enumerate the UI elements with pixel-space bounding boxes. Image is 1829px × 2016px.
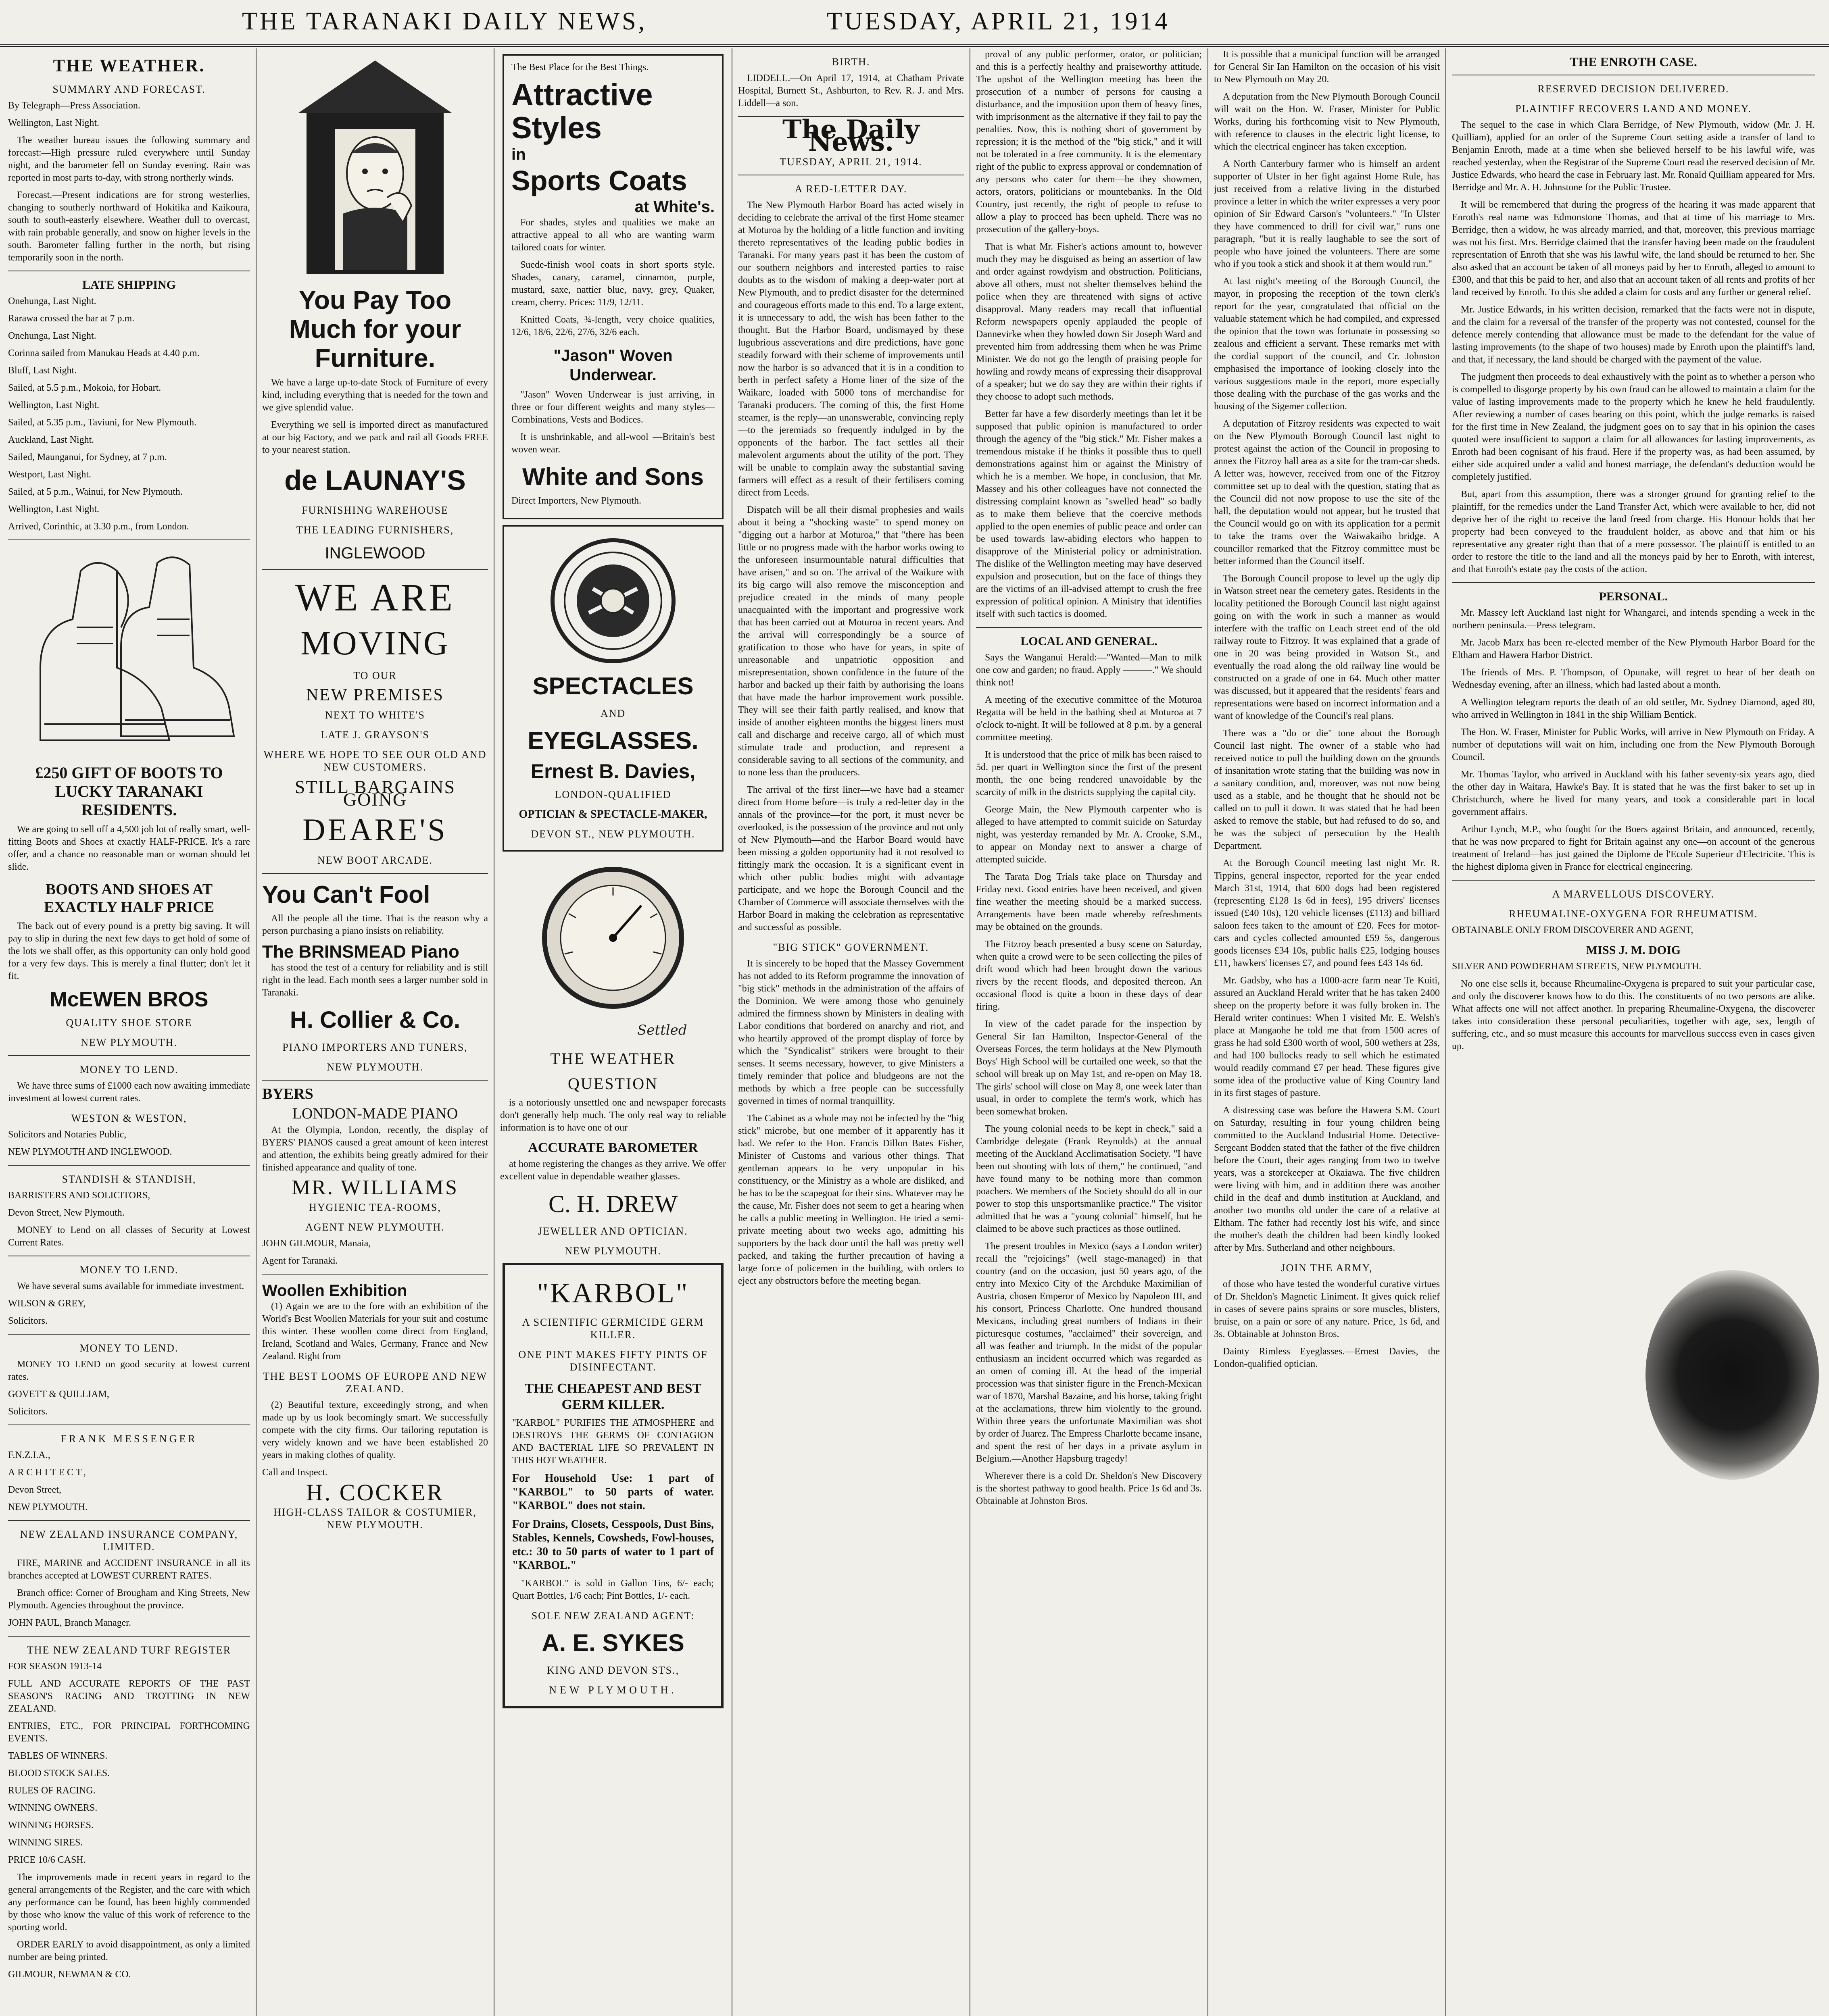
furniture-heading: You Pay Too Much for your Furniture. [289,285,461,373]
barometer-text: at home registering the changes as they arrive. We offer excellent value in dependable weather glasses. [500,1159,726,1182]
local-item-7: In view of the cadet parade for the inspection by General Sir Ian Hamilton, Inspector-General of the Overseas Forces, the term holidays at the New Plymouth Boys' High School will be curtailed one week, so that the school will break up on May 1st, and re-open on May 18. The girls' school will close on May 8, one week later than usual, in order to complete the term's work, which has been somewhat broken. [976,1019,1202,1117]
barometer-illustration [536,857,690,1043]
local-item-8: The young colonial needs to be kept in check," said a Cambridge delegate (Frank Reynolds) at the annual meeting of the Auckland Acclimatisation Society. "I have been out shooting with lots of them," he continued, "and have found many to be nothing more than common poachers. We members of the Society should do all in our power to stop this unsportsmanlike practice." The visitor admitted that he was a "young colonial" himself, but he claimed to be above such practices as those outlined. [976,1124,1202,1234]
govett-heading: MONEY TO LEND. [79,1342,179,1354]
turf-line: ENTRIES, ETC., FOR PRINCIPAL FORTHCOMING EVENTS. [8,1721,250,1744]
weston-name: WESTON & WESTON, [71,1112,187,1124]
messenger-town: NEW PLYMOUTH. [8,1502,88,1512]
turf-list [8,1678,250,1866]
karbol-sold: "KARBOL" is sold in Gallon Tins, 6/- each; Quart Bottles, 1/6 each; Pint Bottles, 1/- each. [512,1578,714,1601]
optician-emblem-icon [548,536,678,665]
sykes-town: NEW PLYMOUTH. [549,1684,677,1696]
leader-heading: A RED-LETTER DAY. [795,183,907,195]
forecast-heading: SUMMARY AND FORECAST. [52,83,206,95]
birth-heading: BIRTH. [832,56,870,68]
personal-heading: PERSONAL. [1599,590,1668,603]
woollen-looms: THE BEST LOOMS OF EUROPE AND NEW ZEALAND. [263,1370,488,1395]
wilson-name: WILSON & GREY, [8,1298,86,1309]
jason-text-1: "Jason" Woven Underwear is just arriving, in three or four different weights and many styles—Combinations, Vests and Bodices. [511,389,715,425]
delaunay-subtitle-2: THE LEADING FURNISHERS, [296,524,454,536]
collier-town: NEW PLYMOUTH. [327,1061,423,1073]
personal-item-7: Arthur Lynch, M.P., who fought for the Boers against Britain, and announced, recently, that he was now prepared to fight for Britain against any one—on account of the generous treatment of Ireland—has just gained the Diplome de l'Ecole Superieur d'Electricite. This is the highest diploma given in France for electrical engineering. [1452,824,1815,872]
mcewen-name: McEWEN BROS [50,988,209,1011]
shipping-line: Sailed, at 5 p.m., Wainui, for New Plymouth. [8,487,183,497]
column-2 [262,48,494,2016]
nz-insurance-heading: NEW ZEALAND INSURANCE COMPANY, LIMITED. [20,1529,238,1553]
local-item-6: The Fitzroy beach presented a busy scene on Saturday, when quite a crowd were to be seen collecting the piles of drift wood which had been brought down the various rivers by the recent floods, and deposited thereon. An occasional flood is quite a boon in these days of dear firing. [976,939,1202,1012]
williams-agent-2: Agent for Taranaki. [262,1256,338,1266]
woollen-text-1: (1) Again we are to the fore with an exhibition of the World's Best Woollen Materials for your suit and costume this winter. These woollen come direct from England, Ireland, Scotland and Wales, Germany, France and New Zealand. Right from [262,1301,488,1362]
turf-line: WINNING SIRES. [8,1837,83,1848]
personal-item-4: A Wellington telegram reports the death of an old settler, Mr. Sydney Diamond, aged 80, who arrived in Wellington in 1841 in the ship William Bentick. [1452,697,1815,720]
davies-address: DEVON ST., NEW PLYMOUTH. [531,828,695,840]
moving-late: LATE J. GRAYSON'S [321,729,430,741]
money-heading: MONEY TO LEND. [79,1064,179,1075]
williams-subtitle: HYGIENIC TEA-ROOMS, [309,1202,441,1213]
deare-subtitle: NEW BOOT ARCADE. [317,854,433,866]
byers-heading: BYERS [262,1085,313,1102]
messenger-address: Devon Street, [8,1485,61,1495]
spectacles-heading: SPECTACLES [532,673,694,700]
turf-line: RULES OF RACING. [8,1785,96,1796]
karbol-household: For Household Use: 1 part of "KARBOL" to 50 parts of water. "KARBOL" does not stain. [512,1472,714,1512]
forecast-byline: By Telegraph—Press Association. [8,100,140,111]
enroth-heading: THE ENROTH CASE. [1570,54,1697,69]
turf-footer: GILMOUR, NEWMAN & CO. [8,1969,131,1980]
govett-role: Solicitors. [8,1406,48,1417]
local-item-20: A distressing case was before the Hawera S.M. Court on Saturday, resulting in four young children being committed to the Auckland Industrial Home. Detective-Sergeant Bodden stated that the father of the five children before the Court, their ages ranging from two to twelve years, was a storekeeper at Okaiawa. The five children were living with him, and in addition there was another child in the deaf and dumb institution at Auckland, and another two months old under the care of a relative at Eltham. The father had recently lost his wife, and since the mother's death the children had been kindly looked after by Mrs. Sutherland and other neighbours. [1214,1105,1440,1253]
turf-line: FULL AND ACCURATE REPORTS OF THE PAST SEASON'S RACING AND TROTTING IN NEW ZEALAND. [8,1679,250,1714]
column-6 [1214,48,1446,2016]
weather-question-2: QUESTION [568,1075,658,1093]
shipping-line: Rarawa crossed the bar at 7 p.m. [8,313,135,324]
brinsmead-text-2: has stood the test of a century for reliability and is still right in the lead. Each month sees a larger number sold in Taranaki. [262,962,488,998]
marvel-heading: A MARVELLOUS DISCOVERY. [1552,888,1715,900]
big-stick-heading: "BIG STICK" GOVERNMENT. [773,941,929,953]
cocker-name: H. COCKER [306,1479,444,1506]
local-item-4: George Main, the New Plymouth carpenter who is alleged to have attempted to commit suicide on Saturday night, was yesterday remanded by Mr. A. Crooke, S.M., to appear on Monday next to answer a charge of attempted suicide. [976,804,1202,865]
column-7 [1452,48,1815,2016]
mcewen-town: NEW PLYMOUTH. [81,1037,177,1048]
shipping-line: Sailed, at 5.35 p.m., Taviuni, for New Plymouth. [8,417,197,428]
weather-question-text: is a notoriously unsettled one and newspaper forecasts don't generally help much. The only real way to reliable information is to have one of our [500,1098,726,1133]
spectacles-and: AND [600,708,626,719]
local-item-5: The Tarata Dog Trials take place on Thursday and Friday next. Good entries have been received, and given fine weather the meeting should be a marked success. Arrangements have been made whereby refreshments may be obtained on the grounds. [976,872,1202,932]
leader-text-1: The New Plymouth Harbor Board has acted wisely in deciding to celebrate the arrival of the first Home steamer at Moturoa by the holding of a little function and inviting thereto representatives of the leading public bodies in Taranaki. For many years past it has been the custom of our southern neighbors and interested parties to raise doubts as to the wisdom of making a deep-water port at New Plymouth, and to predict disaster for the determined and courageous efforts made to this end. To a large extent, it is unnecessary to add, the wish has been father to the thought. But the Harbor Board, undismayed by these lugubrious asseverations and dire predictions, have gone steadily forward with their scheme of improvements until now the harbor is so advanced that it is in a condition to berth in perfect safety a Home liner of the size of the Waikare, loaded with 5000 tons of merchandise for Taranaki producers. The coming of this, the first Home steamer, is the reply—an unanswerable, convincing reply—to the jeremiads so frequently indulged in by the opponents of the harbor. The fact settles all their malevolent arguments about the utility of the port. They will be unable to complain away the substantial saving farmers will effect as a result of their fertilisers coming direct from Leeds. [738,200,964,498]
williams-name: MR. WILLIAMS [292,1176,459,1199]
whites-at: at White's. [634,198,715,216]
cocker-subtitle: HIGH-CLASS TAILOR & COSTUMIER, NEW PLYMOUTH. [273,1506,477,1531]
army-heading: JOIN THE ARMY, [1281,1262,1373,1274]
moving-next: NEXT TO WHITE'S [325,709,425,721]
moving-title-2: MOVING [300,625,450,662]
mcewen-subtitle: QUALITY SHOE STORE [66,1017,192,1029]
davies-ad [503,525,724,852]
local-item-3: It is understood that the price of milk has been raised to 5d. per quart in Wellington since the first of the present month, the one being rendered unavoidable by the scarcity of milk in the districts supplying the capital city. [976,750,1202,798]
turf-order: ORDER EARLY to avoid disappointment, as only a limited number are being printed. [8,1939,250,1962]
half-price-heading: BOOTS AND SHOES AT EXACTLY HALF PRICE [44,881,215,916]
standish-address: Devon Street, New Plymouth. [8,1208,125,1218]
forecast-detail: Forecast.—Present indications are for strong westerlies, changing to southerly northward of Hokitika and Kaikoura, south to south-easterly elsewhere. Weather dull to overcast, with rain probable generally, and snow on higher levels in the south. Barometer falling further in the north, but rising temporarily soon in the north. [8,190,250,263]
shipping-line: Bluff, Last Night. [8,365,77,376]
barometer-heading: ACCURATE BAROMETER [528,1140,698,1155]
whites-title-1: Attractive [511,78,653,112]
whites-text-1: For shades, styles and qualities we make an attractive appeal to all who are wanting warm tailored coats for winter. [511,217,715,253]
drew-name: C. H. DREW [548,1191,678,1217]
worried-man-illustration [290,52,460,278]
local-item-19: Mr. Gadsby, who has a 1000-acre farm near Te Kuiti, assured an Auckland Herald writer that he has taken 2400 sheep on the property before it was fully broken in. The Herald writer continues: When I visited Mr. E. Welsh's place at Mangaohe he told me that from 1500 acres of grass he had sold £300 worth of wool, 500 wethers at 23s, and had 100 bullocks ready to sell which he estimated would readily command £7 per head. These figures give some idea of the productive value of King Country land in its first stages of pasture. [1214,975,1440,1098]
drew-role: JEWELLER AND OPTICIAN. [538,1225,688,1237]
masthead-title: THE TARANAKI DAILY NEWS, [242,8,647,35]
byers-text: At the Olympia, London, recently, the display of BYERS' PIANOS caused a great amount of keen interest and attention, the exhibits being greatly admired for their finished appearance and quality of tone. [262,1125,488,1173]
shipping-line: Sailed, at 5.5 p.m., Mokoia, for Hobart. [8,383,161,393]
messenger-role: ARCHITECT, [8,1467,88,1478]
nz-insurance-office: Branch office: Corner of Brougham and King Streets, New Plymouth. Agencies throughout the province. [8,1588,250,1611]
whites-in: in [511,146,526,163]
standish-name: STANDISH & STANDISH, [62,1173,196,1185]
enroth-text-3: Mr. Justice Edwards, in his written decision, remarked that the facts were not in dispute, and the claim for a reversal of the transfer of the property was not contested, counsel for the defence merely contending that allowance must be made to the defendant for the value of lasting improvements (to the shape of two houses) made by Enroth upon the plaintiff's land, and that, if necessary, the land should be charged with the payment of the value. [1452,304,1815,365]
marvel-text: No one else sells it, because Rheumaline-Oxygena is prepared to suit your particular case, and only the discoverer knows how to do this. The constituents of no two persons are alike. What affects one will not affect another. In preparing Rheumaline-Oxygena, the discoverer takes into consideration these personal peculiarities, together with age, sex, length of suffering, etc., and so must measure this accounts for marvellous success even in cases given up. [1452,979,1815,1052]
turf-heading: THE NEW ZEALAND TURF REGISTER [27,1644,231,1656]
marvel-obtain: OBTAINABLE ONLY FROM DISCOVERER AND AGENT, [1452,925,1693,935]
jason-text-2: It is unshrinkable, and all-wool —Britain's best woven wear. [511,432,715,455]
shipping-line: Corinna sailed from Manukau Heads at 4.40 p.m. [8,348,200,358]
moving-welcome: WHERE WE HOPE TO SEE OUR OLD AND NEW CUSTOMERS. [263,749,487,773]
messenger-credentials: F.N.Z.I.A., [8,1450,50,1460]
furniture-text-1: We have a large up-to-date Stock of Furniture of every kind, including everything that is needed for the town and we give splendid value. [262,377,488,413]
local-item-11: It is possible that a municipal function will be arranged for General Sir Ian Hamilton on the occasion of his visit to New Plymouth on May 20. [1214,49,1440,85]
shipping-line: Arrived, Corinthic, at 3.30 p.m., from London. [8,521,189,532]
forecast-summary: The weather bureau issues the following summary and forecast:—High pressure ruled everywhere until Sunday night, and the barometer fell on Sunday evening. Rain was reported in most parts to-day, with strong northerly winds. [8,135,250,183]
big-stick-text-2: The Cabinet as a whole may not be infected by the "big stick" microbe, but one member of it apparently has it bad. We refer to the Hon. Francis Dillon Bates Fisher, Minister of Customs and various other things. That gentleman appears to be very unpopular in his constituency, or the Ministry as a whole are disliked, and he has to be the scapegoat for their sins. Whatever may be the cause, Mr. Fisher does not seem to get a hearing when he calls a public meeting in Wellington. He tried a semi-private meeting about two weeks ago, admitting his supporters by the back door until the hall was pretty well packed, and taking the further precaution of having a large force of policemen in the building, with orders to eject any obstructors before the meeting began. [738,1113,964,1286]
wilson-role: Solicitors. [8,1316,48,1326]
ink-blot-decoration [1645,1270,1819,1480]
wilson-text: We have several sums available for immediate investment. [17,1281,244,1291]
enroth-text-4: The judgment then proceeds to deal exhaustively with the point as to whether a person who is compelled to disgorge property by his own fraud can be allowed to maintain a claim for the value of lasting improvements made to the property which he knew he held fraudulently. After reviewing a number of cases bearing on this point, which the judge remarks is raised for the first time in New Zealand, the judgment goes on to say that in his opinion the cases quoted were insufficient to support a claim for all allowances for lasting improvements, as Enroth had been cognisant of his fraud. Here if the property was, as had been assumed, by either side acquired under a valid and honest marriage, the defendant's deduction would be completely justified. [1452,372,1815,482]
karbol-makes: ONE PINT MAKES FIFTY PINTS OF DISINFECTANT. [518,1349,708,1373]
williams-agent: AGENT NEW PLYMOUTH. [305,1221,445,1233]
column-3 [500,48,732,2016]
karbol-drains: For Drains, Closets, Cesspools, Dust Bins, Stables, Kennels, Cowsheds, Fowl-houses, etc.: 30 to 50 parts of water to 1 part of "KARBOL." [512,1518,714,1572]
woollen-call: Call and Inspect. [262,1467,327,1478]
turf-line: PRICE 10/6 CASH. [8,1855,86,1865]
nz-insurance-manager: JOHN PAUL, Branch Manager. [8,1618,131,1628]
local-item-1: Says the Wanganui Herald:—"Wanted—Man to milk one cow and garden; no fraud. Apply ———." We should think not! [976,652,1202,688]
leader-text-2: Dispatch will be all their dismal prophesies and wails about it being a "shocking waste" to spend money on "digging out a harbor at Moturoa," that "there has been little or no progress made with the harbor works owing to the unforeseen insurmountable natural difficulties that have arisen," and so on. The arrival of the Waikure with its big cargo will also remove the misconception and prejudice created in the minds of many people unacquainted with the important and progressive work that has been carried out at Moturoa in recent years. And the arrival will correspondingly be a source of gratification to those who have for years, in spite of unreasonable and unpatriotic opposition and misrepresentation, shown confidence in the future of the harbor and backed up their faith by authorising the loans that have made the harbor improvement work possible. They will see their faith partly realised, and know that inside of another eighteen months the biggest liners must call and discharge and receive cargo, all of which must stimulate trade and production, and represent a considerable saving to all sections of the community, and to none less than the producers. [738,505,964,778]
paper-title: The Daily News. [782,115,920,157]
messenger-name: FRANK MESSENGER [60,1433,198,1445]
nz-insurance-text: FIRE, MARINE and ACCIDENT INSURANCE in all its branches accepted at LOWEST CURRENT RATES. [8,1558,250,1581]
turf-line: WINNING OWNERS. [8,1803,98,1813]
column-4 [738,48,970,2016]
white-sons-name: White and Sons [522,463,704,490]
sykes-address: KING AND DEVON STS., [546,1664,680,1676]
personal-item-3: The friends of Mrs. P. Thompson, of Opunake, will regret to hear of her death on Wednesday evening, after an illness, which had lasted about a month. [1452,667,1815,690]
brinsmead-name: The BRINSMEAD Piano [262,942,459,962]
shipping-list [8,295,250,533]
local-item-10: Wherever there is a cold Dr. Sheldon's New Discovery is the shortest pathway to good health. Price 1s 6d and 3s. Obtainable at Johnston Bros. [976,1471,1202,1506]
birth-notice: LIDDELL.—On April 17, 1914, at Chatham Private Hospital, Burnett St., Ashburton, to Rev. R. J. and Mrs. Liddell—a son. [738,73,964,108]
shipping-line: Onehunga, Last Night. [8,296,96,306]
army-text: of those who have tested the wonderful curative virtues of Dr. Sheldon's Magnetic Liniment. It gives quick relief in cases of severe pains sprains or sore muscles, blisters, bruise, on a pain or sore of any nature. Price, 1s 6d, and 3s. Obtainable at Johnston Bros. [1214,1279,1440,1339]
turf-line: WINNING HORSES. [8,1820,94,1831]
weather-question-1: THE WEATHER [550,1050,676,1068]
column-1 [8,48,257,2016]
shipping-heading: LATE SHIPPING [82,278,176,292]
delaunay-town: INGLEWOOD [325,544,425,562]
barometer-label: Settled [637,1022,687,1038]
shipping-line: Wellington, Last Night. [8,504,100,514]
editorial-text-3: Better far have a few disorderly meetings than let it be supposed that public opinion is manufactured to order through the agency of the "big stick." Mr. Fisher makes a tremendous mistake if he thinks it possible thus to quell demonstrations against him or against the Ministry of which he is a member. We hope, in conclusion, that Mr. Massey and his other colleagues have not connected the distressing complaint known as "swelled head" so badly as to make them believe that the coercive methods applied to the open enemies of public peace and order can be used towards law-abiding electors who happen to disapprove of the Ministerial policy or administration. The dislike of the Wellington meeting may have deserved expulsion and prosecution, but on the face of things they are the victims of an ill-advised attempt to crush the free expression of political opinion. A Ministry that identifies itself with such tactics is doomed. [976,409,1202,619]
local-item-18: At the Borough Council meeting last night Mr. R. Tippins, general inspector, reported for the year ended March 31st, 1914, that 600 dogs had been registered (representing £128 1s 6d in fees), 195 drivers' licenses issued (£40 10s), 120 vehicle licenses (£113) and billiard saloon fees taken to the amount of £20. Fees for motor-cars and cycles collected amounted £59 5s, dangerous goods licenses £34 10s, public halls £25, lodging houses £11, hawkers' licenses £7, and pound fees £43 14s 6d. [1214,858,1440,968]
enroth-text-2: It will be remembered that during the progress of the hearing it was made apparent that Enroth's real name was Edmonstone Thomas, and that at time of his marriage to Mrs. Berridge, then a widow, he was already married, and that, moreover, this previous marriage was not his first. Mrs. Berridge claimed that the transfer having been made on the fraudulent representation of Enroth that she was his lawful wife, the land should be returned to her. She also asked that an account be taken of all moneys paid by her to Enroth, alleged to amount to £300, and that this be paid to her, and also that an account taken of all rents and profits of her land received by Enroth. To this she added a claim for costs and any further or general relief. [1452,200,1815,298]
leader-text-3: The arrival of the first liner—we have had a steamer direct from Home before—is truly a red-letter day in the annals of the province—for the port, it must never be overlooked, is the possession of the province and not only of New Plymouth—and the Harbor Board would have been missing a golden opportunity had it not resolved to fittingly mark the occasion. It is a significant event in which other public bodies might with advantage participate, and we hope the Borough Council and the Chamber of Commerce will associate themselves with the Harbor Board in making the celebration as representative and successful as possible. [738,785,964,933]
whites-ad [503,54,724,519]
moving-to: TO OUR [353,670,397,681]
whites-text-2: Suede-finish wool coats in short sports style. Shades, canary, caramel, cinnamon, purple, mustard, saxe, nattier blue, navy, grey, Quaker, cream, cherry. Prices: 11/9, 12/11. [511,260,715,308]
williams-gilmour: JOHN GILMOUR, Manaia, [262,1238,371,1249]
weston-town: NEW PLYMOUTH AND INGLEWOOD. [8,1147,172,1157]
weather-heading: THE WEATHER. [53,56,205,75]
woollen-text-2: (2) Beautiful texture, exceedingly strong, and when made up by us look becomingly smart. We successfully compete with the city firms. Our tailoring reputation is very widely known and we have been established 20 years in making clothes of quality. [262,1400,488,1460]
collier-subtitle: PIANO IMPORTERS AND TUNERS, [282,1041,468,1053]
local-item-16: The Borough Council propose to level up the ugly dip in Watson street near the cemetery gates. Residents in the locality petitioned the Borough Council last night against going on with the work in such a manner as would interfere with the traffic on Leach street end of the old railway route to Fitzroy. It was explained that a grade of one in 20 was being provided in Watson St., and eventually the road along the old railway line would be constructed on a grade of one in 64. Much other matter was discussed, but it appeared that the residents' fears and representations were based on incorrect information and a want of knowledge of the Council's real plans. [1214,573,1440,721]
karbol-cheapest: THE CHEAPEST AND BEST GERM KILLER. [524,1381,702,1412]
enroth-text-1: The sequel to the case in which Clara Berridge, of New Plymouth, widow (Mr. J. H. Quilliam), applied for an order of the Supreme Court setting aside a transfer of land to Benjamin Enroth, made at a time when she believed herself to be his lawful wife, was reached yesterday, when the Registrar of the Supreme Court read the reserved decision of Mr. Justice Edwards, who heard the case in February last. Mr. Ronald Quilliam appeared for Mrs. Berridge and Mr. A. H. Johnstone for the Public Trustee. [1452,120,1815,193]
marvel-subtitle: RHEUMALINE-OXYGENA FOR RHEUMATISM. [1509,908,1758,920]
standish-text: MONEY to Lend on all classes of Security at Lowest Current Rates. [8,1225,250,1248]
enroth-text-5: But, apart from this assumption, there was a stronger ground for granting relief to the plaintiff, for the remedies under the Land Transfer Act, which were available to her, did not deprive her of the right to receive the land freed from charge. His Honour holds that her property had been conveyed to the fraudulent holder, as above and that him or his representative any greater right than that of a mere possessor. The plaintiff is entitled to an order to restore the title to the land and all the moneys paid by her to Enroth, with interest, and that Enroth's estate pay the costs of the action. [1452,489,1815,575]
enroth-subtitle-2: PLAINTIFF RECOVERS LAND AND MONEY. [1515,103,1752,115]
karbol-text: "KARBOL" PURIFIES THE ATMOSPHERE and DESTROYS THE GERMS OF CONTAGION AND BACTERIAL LIFE SO PREVALENT IN THIS HOT WEATHER. [512,1418,714,1466]
delaunay-subtitle-1: FURNISHING WAREHOUSE [302,504,448,516]
collier-name: H. Collier & Co. [290,1007,461,1033]
sykes-name: A. E. SYKES [542,1629,684,1656]
jason-heading: "Jason" Woven Underwear. [553,347,673,384]
brinsmead-text-1: All the people all the time. That is the reason why a person purchasing a piano insists on reliability. [262,913,488,936]
govett-name: GOVETT & QUILLIAM, [8,1389,109,1400]
cant-fool-heading: You Can't Fool [262,881,430,908]
eyeglasses-heading: EYEGLASSES. [528,727,699,754]
local-item-2: A meeting of the executive committee of the Moturoa Regatta will be held in the bathing shed at Moturoa at 7 o'clock to-night. It will be followed at 8 p.m. by a general committee meeting. [976,695,1202,743]
wilson-heading: MONEY TO LEND. [79,1264,179,1276]
byers-subtitle: LONDON-MADE PIANO [292,1105,458,1122]
moving-premises: NEW PREMISES [306,686,444,704]
karbol-agent: SOLE NEW ZEALAND AGENT: [531,1610,695,1622]
local-item-9: The present troubles in Mexico (says a London writer) recall the "rejoicings" (well stage-managed) in that country (and on the occasion, just 50 years ago, of the entry into Mexico City of the Archduke Maximilian of Austria, chosen Emperor of Mexico by Napoleon III, and his consort, Princess Charlotte. One hundred thousand Mexicans, including great numbers of Indians in their picturesque costumes, "acclaimed" their sovereign, and all was feather and triumph. In the midst of the popular enthusiasm an incident occurred which was regarded as an omen of coming ill. At the head of the imperial procession was that sinister figure in the French-Mexican war of 1870, Marshal Bazaine, and his horse, taking fright at the acclamations, threw him violently to the ground. Within three years the unfortunate Maximilian was shot by order of Juarez. The Empress Charlotte became insane, and spent the rest of her days in a private asylum in Belgium.—Another Hapsburg tragedy! [976,1241,1202,1464]
davies-credentials: LONDON-QUALIFIED [555,789,672,800]
shipping-line: Wellington, Last Night. [8,400,100,410]
masthead-date: TUESDAY, APRIL 21, 1914 [827,8,1170,35]
whites-title-2: Styles [511,111,602,145]
woollen-heading: Woollen Exhibition [262,1282,407,1300]
whites-text-3: Knitted Coats, ¾-length, very choice qualities, 12/6, 18/6, 22/6, 27/6, 32/6 each. [511,314,715,337]
davies-name: Ernest B. Davies, [530,760,696,783]
local-item-17: There was a "do or die" tone about the Borough Council last night. The owner of a stable who had received notice to pull the building down on the grounds of insanitation wrote stating that the building was now in a sanitary condition, and, moreover, was not now being used as a stable, and he thought that he should not be called on to pull it down. It was stated that he had been asked to remove the stable, but had refused to do so, and he was the subject of persecution by the Health Department. [1214,728,1440,851]
shipping-line: Westport, Last Night. [8,469,92,480]
forecast-dateline: Wellington, Last Night. [8,118,100,128]
local-item-14: At last night's meeting of the Borough Council, the mayor, in proposing the reception of the town clerk's report for the year, congratulated that official on the valuable statement which he had compiled, and expressed the opinion that the town was fortunate in possessing so zealous and efficient a servant. These remarks met with the cordial support of the council, and Cr. Johnston emphasised the importance of looking closely into the various suggestions made in the report, more especially those dealing with the purchase of the gas works and the housing of the Sigemer collection. [1214,276,1440,412]
white-sons-importers: Direct Importers, New Plymouth. [511,496,641,506]
column-5 [976,48,1208,2016]
karbol-subtitle: A SCIENTIFIC GERMICIDE GERM KILLER. [522,1316,704,1341]
delaunay-name: de LAUNAY'S [284,464,466,496]
standish-role: BARRISTERS AND SOLICITORS, [8,1190,150,1201]
whites-title-3: Sports Coats [511,165,687,196]
local-item-12: A deputation from the New Plymouth Borough Council will wait on the Hon. W. Fraser, Minister for Public Works, during his forthcoming visit to New Plymouth, with reference to clauses in the electric light license, to which the electrical engineer has taken exception. [1214,92,1440,152]
masthead [0,0,1829,47]
weston-role: Solicitors and Notaries Public, [8,1129,127,1140]
local-item-13: A North Canterbury farmer who is himself an ardent supporter of Ulster in her fight against Home Rule, has just received from a relative living in the disturbed province a letter in which the writer expresses a very poor opinion of Sir Edward Carson's "volunteers." "In Ulster they have commenced to drill for civil war," runs one paragraph, "but it is really laughable to see the sort of people who have joined the volunteers. There are some who if you took a stick and shook it at them would run." [1214,159,1440,269]
big-stick-text-1: It is sincerely to be hoped that the Massey Government has not added to its Reform programme the innovation of "big stick" methods in the administration of the affairs of the Dominion. We were among those who genuinely admired the firmness shown by Ministers in dealing with Labor conditions that bordered on anarchy and riot, and who heartily approved of the prompt display of force by which the "Syndicalist" strikers were brought to their senses. It seems necessary, however, to give Ministers a timely reminder that police and bludgeons are not the methods by which a free people can be successfully governed in times of normal tranquillity. [738,958,964,1106]
local-general-heading: LOCAL AND GENERAL. [1020,635,1157,648]
govett-text: MONEY TO LEND on good security at lowest current rates. [8,1359,250,1382]
furniture-text-2: Everything we sell is imported direct as manufactured at our big Factory, and we pack and rail all Goods FREE to your nearest station. [262,420,488,455]
paper-date: TUESDAY, APRIL 21, 1914. [780,156,922,168]
shipping-line: Onehunga, Last Night. [8,331,96,341]
personal-item-1: Mr. Massey left Auckland last night for Whangarei, and intends spending a week in the northern peninsula.—Press telegram. [1452,608,1815,631]
editorial-text-2: That is what Mr. Fisher's actions amount to, however much they may be disguised as being an assertion of law and order against rowdyism and obstruction. Politicians, above all others, must not shelter themselves behind the police when they are threatened with signs of active disapproval. Many readers may recall that influential Reform newspapers openly applauded the people of Dannevirke when they howled down Sir Joseph Ward and prevented him from addressing them when he was Prime Minister. We do not go the length of praising people for howling and rowdy means of expressing their disapproval of a speaker; but we do say they are within their rights if they choose to adopt such methods. [976,242,1202,402]
personal-item-6: Mr. Thomas Taylor, who arrived in Auckland with his father seventy-six years ago, died the other day in Waitara, Hawke's Bay. It is stated that he was the first baker to set up in Christchurch, where he lived for many years, and took a considerable part in local government affairs. [1452,769,1815,817]
half-price-text: The back out of every pound is a pretty big saving. It will pay to slip in during the next few days to get hold of some of the lots we shall offer, as this opportunity can only hold good for a very few days. This is merely a final flutter; don't let it fit. [8,921,250,981]
bargains-heading: STILL BARGAINS GOING [294,777,456,810]
personal-item-5: The Hon. W. Fraser, Minister for Public Works, will arrive in New Plymouth on Friday. A number of deputations will wait on him, including one from the New Plymouth Borough Council. [1452,727,1815,762]
turf-line: TABLES OF WINNERS. [8,1751,108,1761]
local-item-15: A deputation of Fitzroy residents was expected to wait on the New Plymouth Borough Council last night to protest against the action of the Council in proposing to annex the Fitzroy hall area as a site for the tram-car sheds. A letter was, however, received from one of the Fitzroy committee set up to deal with the question, stating that as the Council did not now propose to use the site of the hall, the deputation would not appear, but he trusted that the Council would go on with its application for a permit to take the trams over the Waiwakaiho bridge. A councillor remarked that the Fitzroy committee must be better informed than the Council itself. [1214,419,1440,566]
davies-role: OPTICIAN & SPECTACLE-MAKER, [519,808,707,821]
shipping-line: Sailed, Maunganui, for Sydney, at 7 p.m. [8,452,167,462]
karbol-heading: "KARBOL" [537,1278,689,1309]
whites-tagline: The Best Place for the Best Things. [511,62,649,73]
turf-line: BLOOD STOCK SALES. [8,1768,110,1779]
boots-illustration [16,547,242,756]
deare-name: DEARE'S [302,812,448,847]
dainty-eyeglasses: Dainty Rimless Eyeglasses.—Ernest Davies, the London-qualified optician. [1214,1346,1440,1369]
money-text: We have three sums of £1000 each now awaiting immediate investment at lowest current rates. [8,1081,250,1104]
marvel-name: MISS J. M. DOIG [1586,943,1681,957]
karbol-ad [503,1263,724,1708]
gift-heading: £250 GIFT OF BOOTS TO LUCKY TARANAKI RESIDENTS. [35,764,223,819]
drew-town: NEW PLYMOUTH. [565,1245,661,1257]
moving-title-1: WE ARE [295,576,455,619]
marvel-address: SILVER AND POWDERHAM STREETS, NEW PLYMOUTH. [1452,961,1702,972]
shipping-line: Auckland, Last Night. [8,435,94,445]
enroth-subtitle-1: RESERVED DECISION DELIVERED. [1537,83,1729,95]
personal-item-2: Mr. Jacob Marx has been re-elected member of the New Plymouth Harbor Board for the Eltham and Hawera Harbor District. [1452,637,1815,660]
editorial-text-1: proval of any public performer, orator, or politician; and this is a perfectly healthy and praiseworthy attitude. The upshot of the Wellington meeting has been the prosecution of a number of persons for causing a disturbance, and the imposition upon them of heavy fines, with imprisonment as the alternative if they fail to pay the penalties. Now, this is nothing short of government by repression; it is the method of the "big stick," and it will not be tolerated in a free community. It is the elementary right of the public to express approval or condemnation of any persons who cater for them—be they showmen, actors, orators, politicians or mountebanks. In the Old Country, just recently, the right of people to refuse to allow a play to proceed has been upheld. There was no prosecution of the gallery-boys. [976,49,1202,235]
gift-text: We are going to sell off a 4,500 job lot of really smart, well-fitting Boots and Shoes at exactly HALF-PRICE. It's a rare offer, and a chance no reasonable man or woman should let slide. [8,824,250,872]
turf-text: The improvements made in recent years in regard to the general arrangements of the Register, and the care with which any performance can be found, has been highly commended by those who know the value of this work of reference to the sporting world. [8,1872,250,1933]
turf-season: FOR SEASON 1913-14 [8,1661,102,1672]
